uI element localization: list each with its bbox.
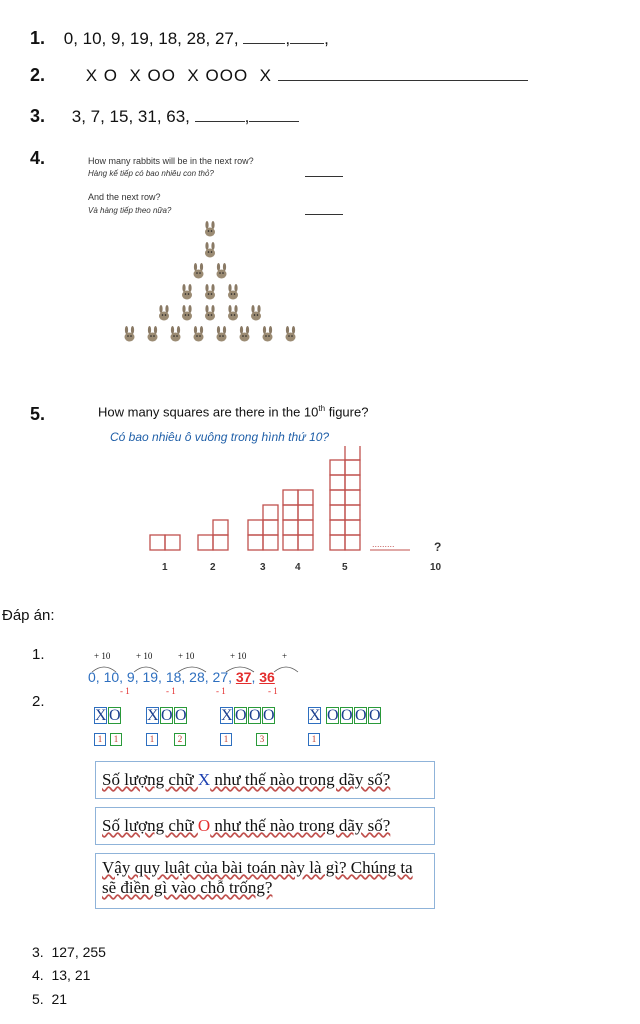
question-4-text: How many rabbits will be in the next row? (88, 156, 254, 166)
figure-square (345, 446, 360, 460)
rabbit-icon (205, 242, 215, 258)
square-figures (140, 446, 460, 576)
question-2-pattern: X O X OO X OOO X (85, 66, 278, 85)
question-5: 5. (30, 404, 46, 424)
group-2: X O O 1 2 (147, 707, 187, 744)
figure-square (213, 535, 228, 550)
rabbit-icon (205, 305, 215, 321)
hint-box-o: Số lượng chữ O như thế nào trong dãy số? (95, 807, 435, 845)
figure-square (198, 535, 213, 550)
blank[interactable] (243, 29, 285, 44)
figure-square (298, 505, 313, 520)
rabbit-icon (228, 284, 238, 300)
figure-square (345, 460, 360, 475)
rabbit-icon (228, 305, 238, 321)
figure-label: 4 (295, 562, 301, 573)
rabbit-icon (217, 263, 227, 279)
figure-square (263, 535, 278, 550)
question-4-text-2: And the next row? (88, 192, 161, 202)
rabbit-icon (217, 326, 227, 342)
rabbit-icon (251, 305, 261, 321)
hint-box-rule: Vậy quy luật của bài toán này là gì? Chúng ta sẽ điền gì vào chỗ trống? (95, 853, 435, 909)
question-3-sequence: 3, 7, 15, 31, 63, (71, 107, 195, 126)
question-5-text: How many squares are there in the 10th figure? (98, 404, 369, 420)
figure-square (330, 475, 345, 490)
figure-square (283, 490, 298, 505)
answers-heading: Đáp án: (2, 607, 55, 624)
group-4: X O O O O 1 (309, 707, 381, 744)
rabbit-icon (125, 326, 135, 342)
question-2: 2. X O X OO X OOO X (30, 65, 528, 86)
answer-4: 4. 13, 21 (32, 967, 91, 983)
rabbit-icon (159, 305, 169, 321)
figure-label: 1 (162, 562, 168, 573)
answer-1-sequence: 0, 10, 9, 19, 18, 28, 27, 37, 36 (88, 669, 275, 685)
figure-square (330, 490, 345, 505)
figure-label: 5 (342, 562, 348, 573)
question-4: 4. (30, 148, 46, 168)
blank[interactable] (195, 107, 245, 122)
rabbit-icon (148, 326, 158, 342)
rabbit-icon (194, 326, 204, 342)
blank[interactable] (305, 206, 343, 215)
question-3: 3. 3, 7, 15, 31, 63, , (30, 106, 299, 127)
rabbit-icon (182, 305, 192, 321)
figure-square (345, 535, 360, 550)
figure-square (150, 535, 165, 550)
question-5-text-vi: Có bao nhiêu ô vuông trong hình thứ 10? (110, 430, 330, 444)
blank[interactable] (305, 168, 343, 177)
figure-square (330, 535, 345, 550)
figure-square (248, 520, 263, 535)
rabbit-icon (171, 326, 181, 342)
question-mark: ? (434, 540, 442, 554)
figure-square (213, 520, 228, 535)
figure-square (263, 505, 278, 520)
figure-square (298, 535, 313, 550)
question-4-text-2-vi: Và hàng tiếp theo nữa? (88, 206, 172, 215)
question-1-sequence: 0, 10, 9, 19, 18, 28, 27, (63, 29, 244, 48)
answer-5: 5. 21 (32, 991, 68, 1007)
blank[interactable] (290, 29, 324, 44)
rabbit-icon (240, 326, 250, 342)
blank[interactable] (249, 107, 299, 122)
group-3: X O O O 1 3 (221, 707, 275, 744)
rabbit-icon (205, 221, 215, 237)
figure-square (283, 535, 298, 550)
figure-square (298, 490, 313, 505)
rabbit-icon (182, 284, 192, 300)
figure-square (345, 490, 360, 505)
rabbit-icon (286, 326, 296, 342)
figure-square (345, 520, 360, 535)
figure-square (330, 505, 345, 520)
hint-box-x: Số lượng chữ X như thế nào trong dãy số? (95, 761, 435, 799)
figure-square (298, 520, 313, 535)
figure-square (330, 520, 345, 535)
figure-square (263, 520, 278, 535)
figure-square (248, 535, 263, 550)
rabbit-pyramid (100, 218, 320, 358)
figure-label: 2 (210, 562, 216, 573)
figure-square (330, 460, 345, 475)
group-1: X O 1 1 (95, 707, 121, 744)
question-1: 1. 0, 10, 9, 19, 18, 28, 27, , , (30, 28, 329, 48)
rabbit-icon (205, 284, 215, 300)
rabbit-icon (194, 263, 204, 279)
figure-square (345, 475, 360, 490)
blank[interactable] (278, 66, 528, 81)
question-4-text-vi: Hàng kế tiếp có bao nhiêu con thỏ? (88, 169, 214, 178)
figure-square (283, 505, 298, 520)
decrement-annotations: - 1 - 1 - 1 - 1 (120, 686, 278, 696)
rabbit-icon (263, 326, 273, 342)
figure-square (283, 520, 298, 535)
dots: ......... (372, 539, 395, 549)
figure-square (345, 505, 360, 520)
figure-label-10: 10 (430, 562, 442, 573)
figure-label: 3 (260, 562, 266, 573)
answer-3: 3. 127, 255 (32, 944, 106, 960)
figure-square (165, 535, 180, 550)
